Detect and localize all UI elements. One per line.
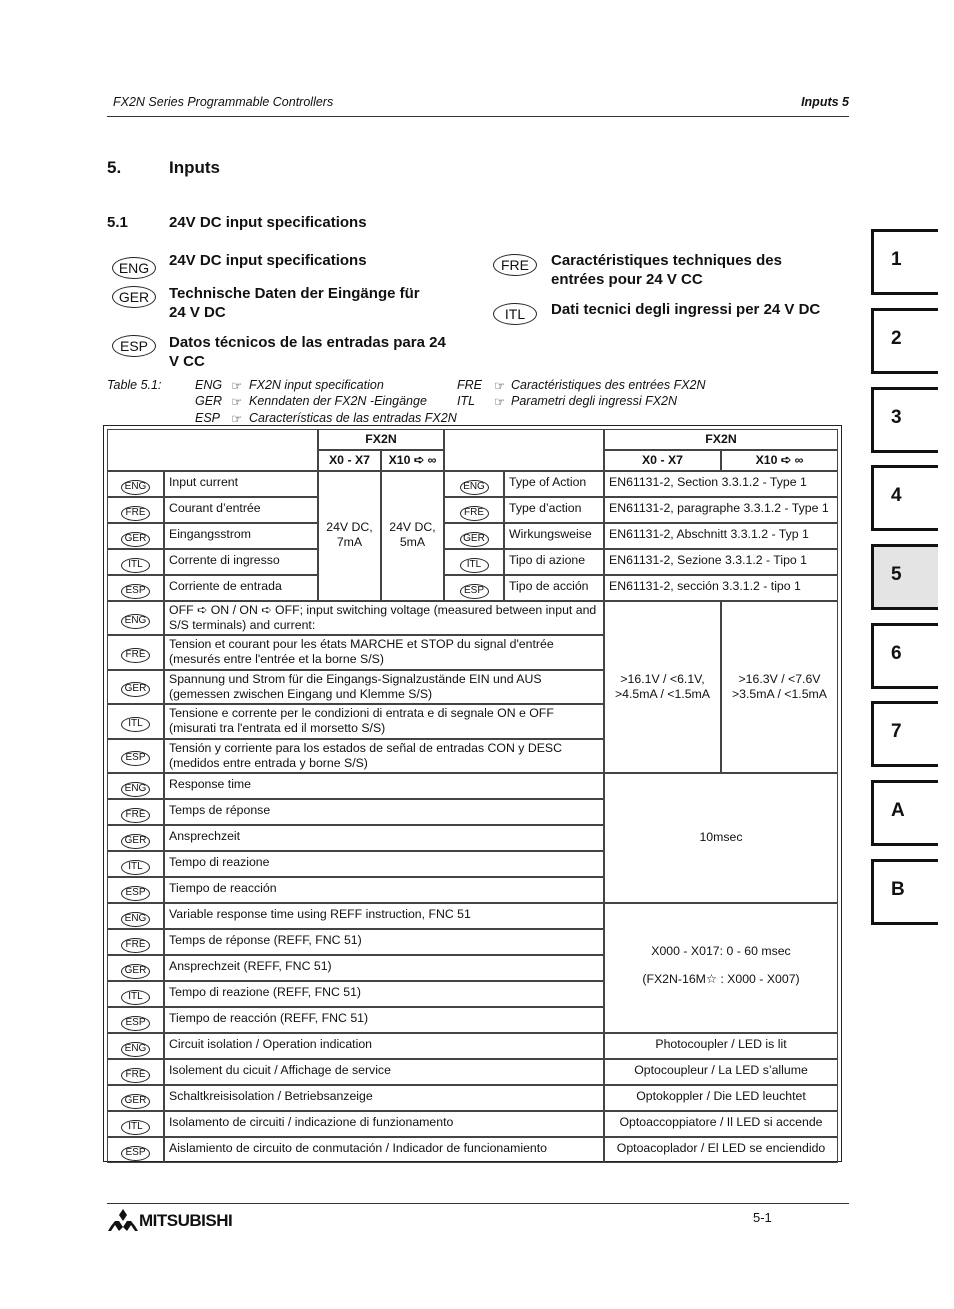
lang-code-badge: GER — [460, 532, 489, 547]
lang-cell — [107, 601, 164, 635]
lang-cell — [444, 497, 504, 523]
variable-response-note: (FX2N-16M☆ : X000 - X007) — [642, 972, 800, 986]
lang-cell — [444, 575, 504, 601]
input-current-x0: 24V DC, 7mA — [318, 471, 381, 601]
lang-code-badge: ESP — [121, 584, 150, 599]
running-header-left: FX2N Series Programmable Controllers — [113, 95, 334, 109]
lang-title-eng: 24V DC input specifications — [169, 252, 367, 269]
lang-code-badge: ESP — [121, 1016, 150, 1031]
caption-pointer-icon: ☞ — [231, 412, 243, 426]
header-blank-right — [444, 429, 604, 471]
switching-label: Spannung und Strom für die Eingangs-Signalzustände EIN und AUS (gemessen zwischen Eingang und Klemme S/S) — [164, 670, 604, 704]
isolation-value: Optocoupleur / La LED s’allume — [604, 1059, 838, 1085]
chapter-tab-a[interactable] — [871, 780, 938, 846]
isolation-value: Optokoppler / Die LED leuchtet — [604, 1085, 838, 1111]
type-action-value: EN61131-2, Section 3.3.1.2 - Type 1 — [604, 471, 838, 497]
footer-rule — [107, 1203, 849, 1204]
chapter-tab-4[interactable] — [871, 465, 938, 531]
chapter-tab-label: A — [891, 800, 905, 821]
caption-code: ENG — [195, 378, 223, 392]
chapter-tab-2[interactable] — [871, 308, 938, 374]
lang-cell — [107, 635, 164, 669]
variable-response-value — [604, 903, 838, 1033]
lang-code-badge: ESP — [121, 751, 150, 766]
lang-cell — [107, 523, 164, 549]
lang-cell — [107, 981, 164, 1007]
caption-code: GER — [195, 394, 223, 408]
lang-title-fre: Caractéristiques techniques des entrées pour 24 V CC — [551, 252, 782, 288]
caption-pointer-icon: ☞ — [231, 379, 243, 393]
lang-code-badge: FRE — [121, 506, 150, 521]
lang-code-badge: GER — [121, 1094, 150, 1109]
col-x10-header: X10 ➪ ∞ — [381, 450, 444, 471]
caption-text: FX2N input specification — [249, 378, 384, 392]
section-number: 5.1 — [107, 214, 128, 231]
lang-cell — [107, 903, 164, 929]
lang-code-badge: ESP — [121, 1146, 150, 1161]
type-action-label: Type of Action — [504, 471, 604, 497]
isolation-value: Optoacoplador / El LED se enciendido — [604, 1137, 838, 1163]
lang-cell — [107, 549, 164, 575]
chapter-tab-label: 2 — [891, 328, 902, 349]
chapter-tab-label: 3 — [891, 407, 902, 428]
lang-cell — [444, 471, 504, 497]
variable-response-label: Temps de réponse (REFF, FNC 51) — [164, 929, 604, 955]
type-action-label: Type d’action — [504, 497, 604, 523]
brand-logo: MITSUBISHI — [139, 1211, 233, 1230]
chapter-tab-3[interactable] — [871, 387, 938, 453]
switching-label: Tension et courant pour les états MARCHE et STOP du signal d'entrée (mesurés entre l'entrée et la borne S/S) — [164, 635, 604, 669]
lang-badge-eng: ENG — [112, 257, 156, 279]
lang-badge-ger: GER — [112, 286, 156, 308]
variable-response-range: X000 - X017: 0 - 60 msec — [651, 944, 791, 958]
lang-code-badge: FRE — [121, 1068, 150, 1083]
response-time-label: Tiempo de reacción — [164, 877, 604, 903]
mitsubishi-diamonds-icon — [108, 1209, 138, 1231]
lang-code-badge: GER — [121, 834, 150, 849]
switching-label: Tensione e corrente per le condizioni di entrata e di segnale ON e OFF (misurati tra l'entrata ed il morsetto S/S) — [164, 704, 604, 738]
lang-cell — [107, 1007, 164, 1033]
type-action-label: Tipo di azione — [504, 549, 604, 575]
caption-pointer-icon: ☞ — [494, 379, 506, 393]
response-time-label: Temps de réponse — [164, 799, 604, 825]
table-caption-label: Table 5.1: — [107, 378, 162, 392]
col-x10-header: X10 ➪ ∞ — [721, 450, 838, 471]
type-action-value: EN61131-2, paragraphe 3.3.1.2 - Type 1 — [604, 497, 838, 523]
lang-cell — [107, 1137, 164, 1163]
variable-response-label: Variable response time using REFF instruction, FNC 51 — [164, 903, 604, 929]
chapter-number: 5. — [107, 158, 122, 177]
lang-code-badge: ITL — [121, 1120, 150, 1135]
lang-cell — [107, 851, 164, 877]
chapter-tab-label: 6 — [891, 643, 902, 664]
chapter-tab-label: 5 — [891, 564, 902, 585]
lang-code-badge: FRE — [121, 938, 150, 953]
variable-response-label: Tempo di reazione (REFF, FNC 51) — [164, 981, 604, 1007]
fx-header-right: FX2N — [604, 429, 838, 450]
chapter-tab-6[interactable] — [871, 623, 938, 689]
chapter-tab-label: 4 — [891, 485, 902, 506]
lang-code-badge: ENG — [121, 480, 150, 495]
lang-title-ger: Technische Daten der Eingänge für 24 V DC — [169, 285, 420, 321]
caption-pointer-icon: ☞ — [231, 395, 243, 409]
input-current-label: Input current — [164, 471, 318, 497]
lang-cell — [107, 739, 164, 773]
lang-code-badge: ENG — [121, 912, 150, 927]
lang-code-badge: ENG — [121, 614, 150, 629]
chapter-tab-1[interactable] — [871, 229, 938, 295]
caption-code: FRE — [457, 378, 482, 392]
lang-code-badge: ITL — [121, 990, 150, 1005]
lang-cell — [107, 1059, 164, 1085]
caption-code: ESP — [195, 411, 221, 425]
lang-cell — [107, 799, 164, 825]
lang-title-esp: Datos técnicos de las entradas para 24 V CC — [169, 334, 446, 370]
lang-cell — [107, 704, 164, 738]
type-action-value: EN61131-2, sección 3.3.1.2 - tipo 1 — [604, 575, 838, 601]
caption-text: Caractéristiques des entrées FX2N — [511, 378, 706, 392]
lang-cell — [107, 773, 164, 799]
caption-code: ITL — [457, 394, 476, 408]
type-action-label: Wirkungsweise — [504, 523, 604, 549]
col-x0-header: X0 - X7 — [318, 450, 381, 471]
lang-cell — [107, 575, 164, 601]
lang-cell — [107, 497, 164, 523]
chapter-tab-label: 1 — [891, 249, 902, 270]
lang-cell — [107, 471, 164, 497]
lang-badge-fre: FRE — [493, 254, 537, 276]
header-blank-left — [107, 429, 318, 471]
switching-x10-value: >16.3V / <7.6V >3.5mA / <1.5mA — [721, 601, 838, 773]
chapter-tab-b[interactable] — [871, 859, 938, 925]
lang-cell — [107, 825, 164, 851]
chapter-title: Inputs — [169, 158, 220, 177]
isolation-label: Schaltkreisisolation / Betriebsanzeige — [164, 1085, 604, 1111]
lang-code-badge: ESP — [121, 886, 150, 901]
col-x0-header: X0 - X7 — [604, 450, 721, 471]
lang-code-badge: ENG — [121, 1042, 150, 1057]
chapter-tab-7[interactable] — [871, 701, 938, 767]
lang-cell — [107, 929, 164, 955]
chapter-tab-label: B — [891, 879, 905, 900]
isolation-value: Optoaccoppiatore / Il LED si accende — [604, 1111, 838, 1137]
isolation-label: Isolement du cicuit / Affichage de service — [164, 1059, 604, 1085]
input-current-label: Courant d’entrée — [164, 497, 318, 523]
lang-cell — [107, 1085, 164, 1111]
lang-title-itl: Dati tecnici degli ingressi per 24 V DC — [551, 301, 821, 318]
spec-table — [103, 425, 842, 1162]
type-action-value: EN61131-2, Abschnitt 3.3.1.2 - Typ 1 — [604, 523, 838, 549]
lang-code-badge: FRE — [121, 808, 150, 823]
page-number: 5-1 — [753, 1210, 772, 1225]
fx-header-left: FX2N — [318, 429, 444, 450]
type-action-label: Tipo de acción — [504, 575, 604, 601]
isolation-value: Photocoupler / LED is lit — [604, 1033, 838, 1059]
lang-cell — [444, 523, 504, 549]
lang-badge-esp: ESP — [112, 335, 156, 357]
response-time-label: Response time — [164, 773, 604, 799]
lang-cell — [444, 549, 504, 575]
lang-code-badge: ITL — [121, 717, 150, 732]
lang-code-badge: FRE — [121, 648, 150, 663]
input-current-label: Corrente di ingresso — [164, 549, 318, 575]
isolation-label: Isolamento de circuiti / indicazione di funzionamento — [164, 1111, 604, 1137]
lang-code-badge: ITL — [121, 558, 150, 573]
caption-text: Kenndaten der FX2N -Eingänge — [249, 394, 427, 408]
isolation-label: Aislamiento de circuito de conmutación / Indicador de funcionamiento — [164, 1137, 604, 1163]
response-time-label: Tempo di reazione — [164, 851, 604, 877]
input-current-label: Corriente de entrada — [164, 575, 318, 601]
switching-label: OFF ➪ ON / ON ➪ OFF; input switching voltage (measured between input and S/S terminals) and current: — [164, 601, 604, 635]
lang-code-badge: ENG — [121, 782, 150, 797]
lang-code-badge: FRE — [460, 506, 489, 521]
input-current-label: Eingangsstrom — [164, 523, 318, 549]
lang-code-badge: ITL — [121, 860, 150, 875]
response-time-value: 10msec — [604, 773, 838, 903]
lang-code-badge: ENG — [460, 480, 489, 495]
response-time-label: Ansprechzeit — [164, 825, 604, 851]
lang-cell — [107, 670, 164, 704]
variable-response-label: Tiempo de reacción (REFF, FNC 51) — [164, 1007, 604, 1033]
caption-pointer-icon: ☞ — [494, 395, 506, 409]
caption-text: Características de las entradas FX2N — [249, 411, 457, 425]
lang-cell — [107, 877, 164, 903]
isolation-label: Circuit isolation / Operation indication — [164, 1033, 604, 1059]
lang-code-badge: ESP — [460, 584, 489, 599]
lang-cell — [107, 955, 164, 981]
chapter-tab-label: 7 — [891, 721, 902, 742]
chapter-tab-5[interactable] — [871, 544, 938, 610]
running-header-right: Inputs 5 — [801, 95, 849, 109]
switching-x0-value: >16.1V / <6.1V, >4.5mA / <1.5mA — [604, 601, 721, 773]
variable-response-label: Ansprechzeit (REFF, FNC 51) — [164, 955, 604, 981]
header-rule — [107, 116, 849, 117]
type-action-value: EN61131-2, Sezione 3.3.1.2 - Tipo 1 — [604, 549, 838, 575]
section-title: 24V DC input specifications — [169, 214, 367, 231]
switching-label: Tensión y corriente para los estados de señal de entradas CON y DESC (medidos entre entrada y borne S/S) — [164, 739, 604, 773]
lang-code-badge: GER — [121, 964, 150, 979]
lang-code-badge: ITL — [460, 558, 489, 573]
lang-cell — [107, 1111, 164, 1137]
lang-code-badge: GER — [121, 532, 150, 547]
caption-text: Parametri degli ingressi FX2N — [511, 394, 678, 408]
input-current-x10: 24V DC, 5mA — [381, 471, 444, 601]
lang-code-badge: GER — [121, 682, 150, 697]
lang-cell — [107, 1033, 164, 1059]
lang-badge-itl: ITL — [493, 303, 537, 325]
